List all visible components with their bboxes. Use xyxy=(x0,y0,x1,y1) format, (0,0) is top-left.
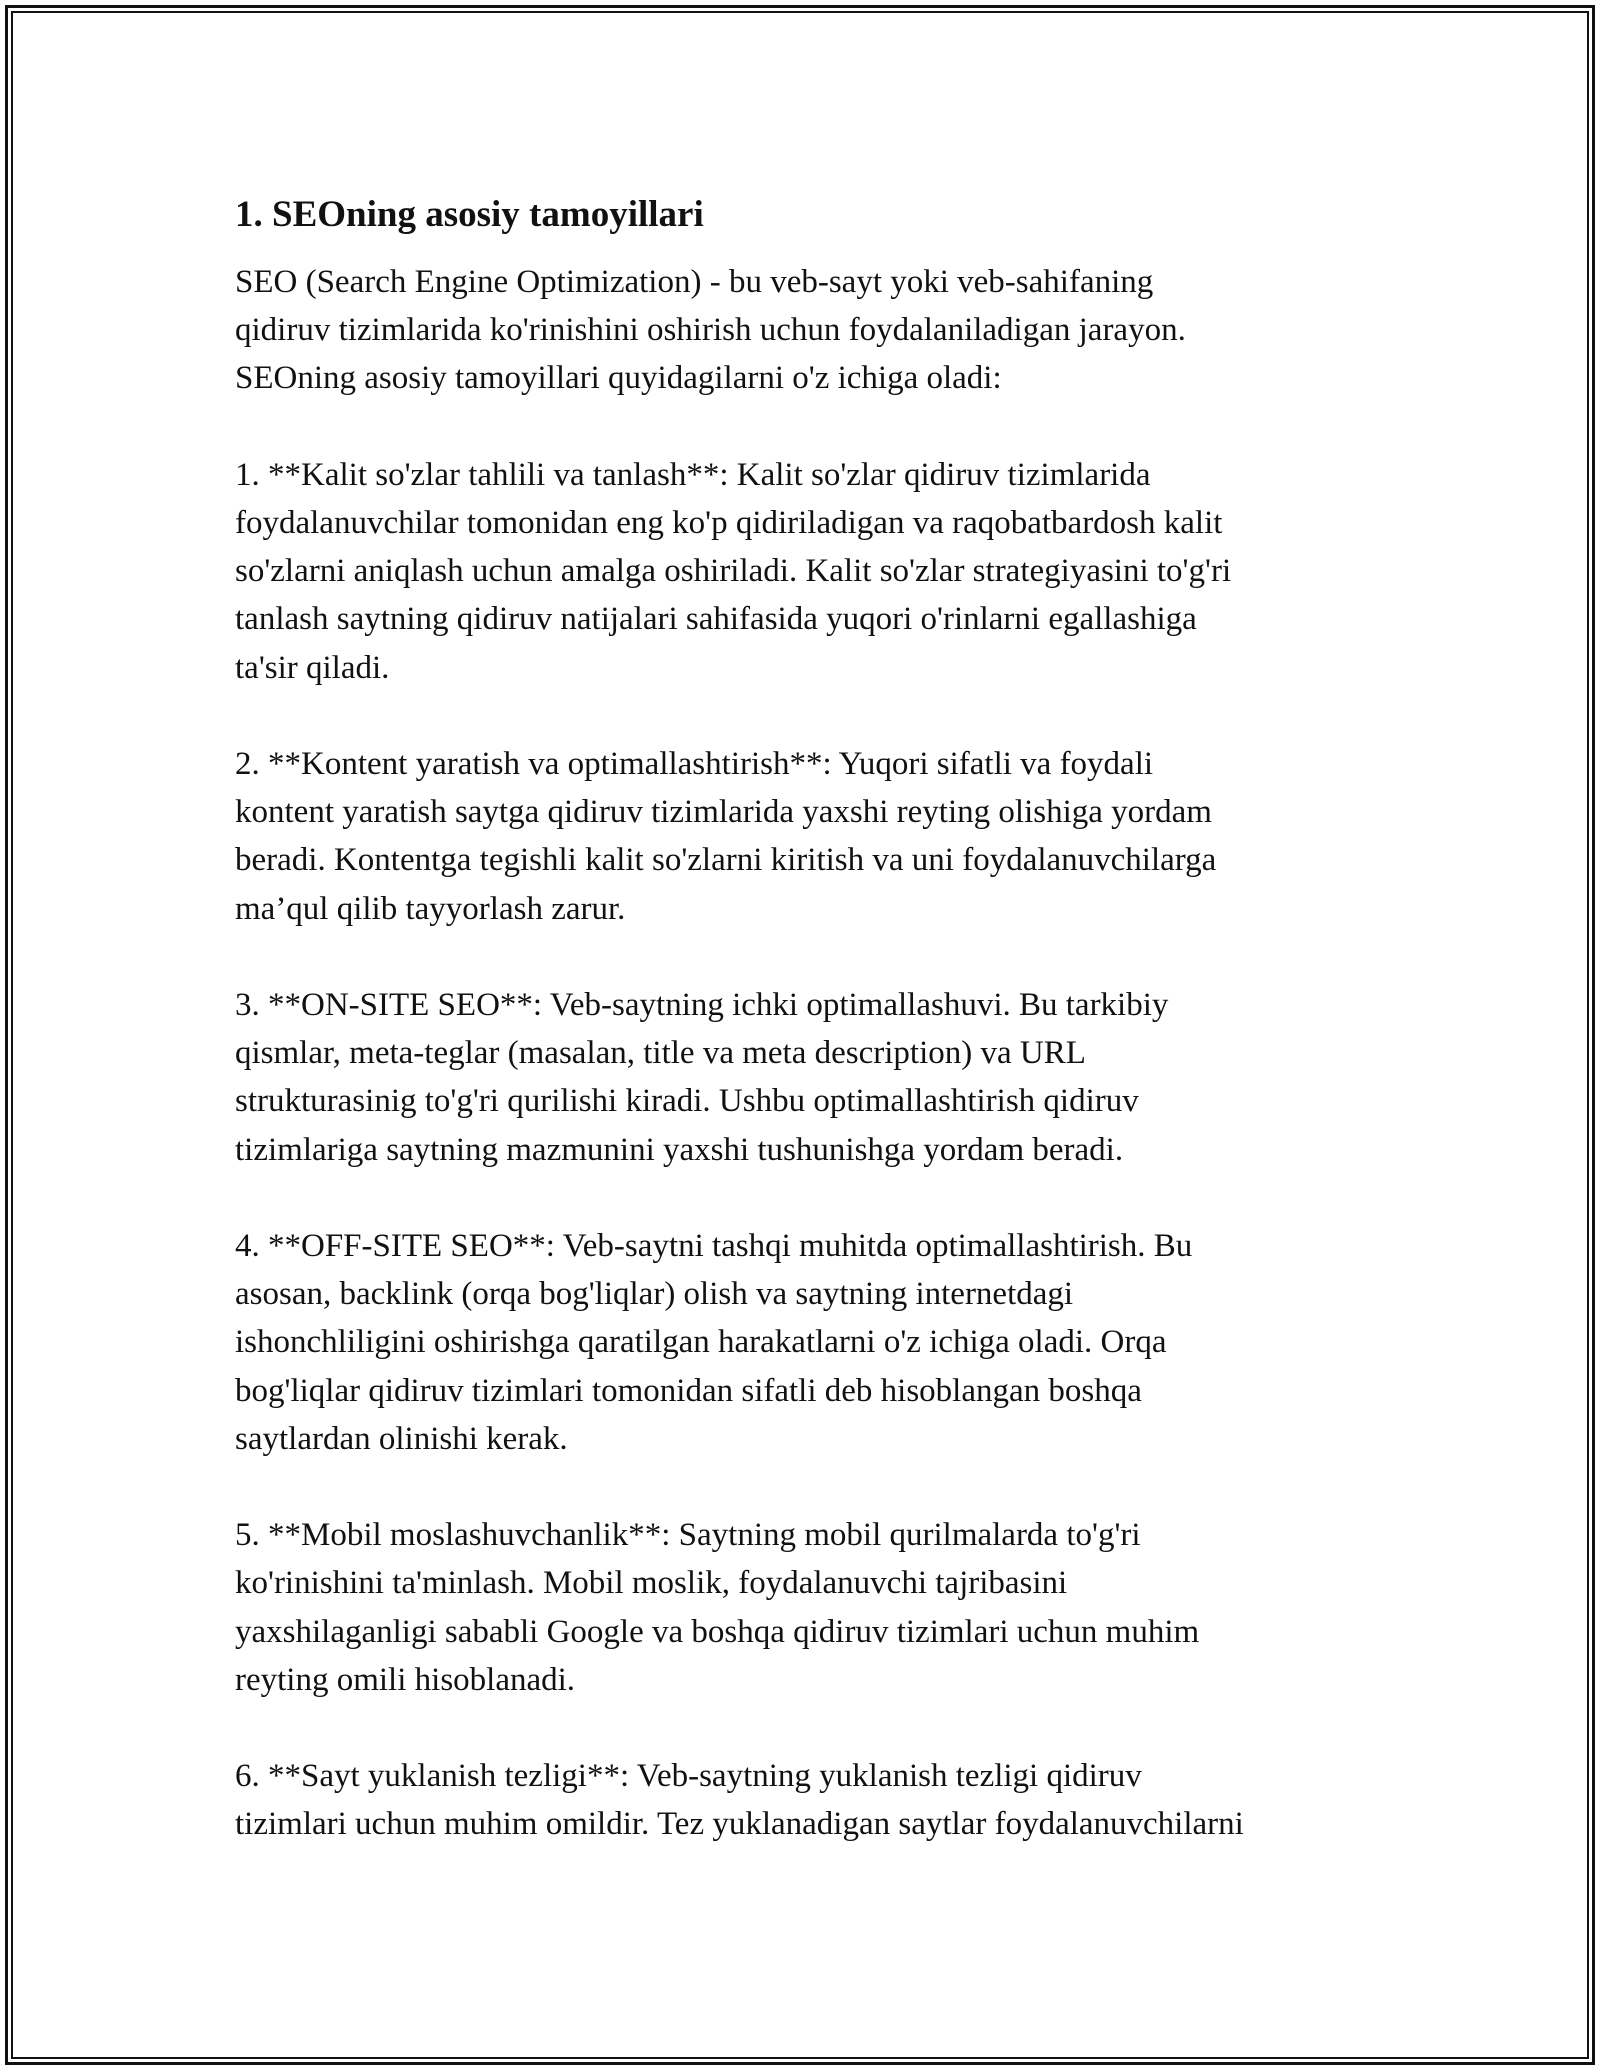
intro-paragraph: SEO (Search Engine Optimization) - bu veb-sayt yoki veb-sahifaning qidiruv tizimlarida ko'rinishini oshirish uchun foydalaniladigan jarayon. SEOning asosiy tamoyillari quyidagilarni o'z ichiga oladi: xyxy=(235,264,1186,397)
principle-6-paragraph: 6. **Sayt yuklanish tezligi**: Veb-saytning yuklanish tezligi qidiruv tizimlari uchun muhim omildir. Tez yuklanadigan saytlar foydalanuvchilarni xyxy=(235,1758,1244,1843)
principle-3-paragraph: 3. **ON-SITE SEO**: Veb-saytning ichki optimallashuvi. Bu tarkibiy qismlar, meta-teglar (masalan, title va meta description) va URL strukturasinig to'g'ri qurilishi kiradi. Ushbu optimallashtirish qidiruv tizimlariga saytning mazmunini yaxshi tushunishga yordam beradi. xyxy=(235,987,1169,1168)
section-heading: 1. SEOning asosiy tamoyillari xyxy=(235,194,704,235)
document-body xyxy=(235,258,1375,1849)
principle-5-paragraph: 5. **Mobil moslashuvchanlik**: Saytning mobil qurilmalarda to'g'ri ko'rinishini ta'minlash. Mobil moslik, foydalanuvchi tajribasini yaxshilaganligi sababli Google va boshqa qidiruv tizimlari uchun muhim reyting omili hisoblanadi. xyxy=(235,1517,1200,1698)
principle-4-paragraph: 4. **OFF-SITE SEO**: Veb-saytni tashqi muhitda optimallashtirish. Bu asosan, backlink (orqa bog'liqlar) olish va saytning internetdagi ishonchliligini oshirishga qaratilgan harakatlarni o'z ichiga oladi. Orqa bog'liqlar qidiruv tizimlari tomonidan sifatli deb hisoblangan boshqa saytlardan olinishi kerak. xyxy=(235,1228,1193,1457)
principle-1-paragraph: 1. **Kalit so'zlar tahlili va tanlash**: Kalit so'zlar qidiruv tizimlarida foydalanuvchilar tomonidan eng ko'p qidiriladigan va raqobatbardosh kalit so'zlarni aniqlash uchun amalga oshiriladi. Kalit so'zlar strategiyasini to'g'ri tanlash saytning qidiruv natijalari sahifasida yuqori o'rinlarni egallashiga ta'sir qiladi. xyxy=(235,456,1232,686)
principle-2-paragraph: 2. **Kontent yaratish va optimallashtirish**: Yuqori sifatli va foydali kontent yaratish saytga qidiruv tizimlarida yaxshi reyting olishiga yordam beradi. Kontentga tegishli kalit so'zlarni kiritish va uni foydalanuvchilarga ma’qul qilib tayyorlash zarur. xyxy=(235,746,1217,927)
document-page xyxy=(235,188,1375,1849)
